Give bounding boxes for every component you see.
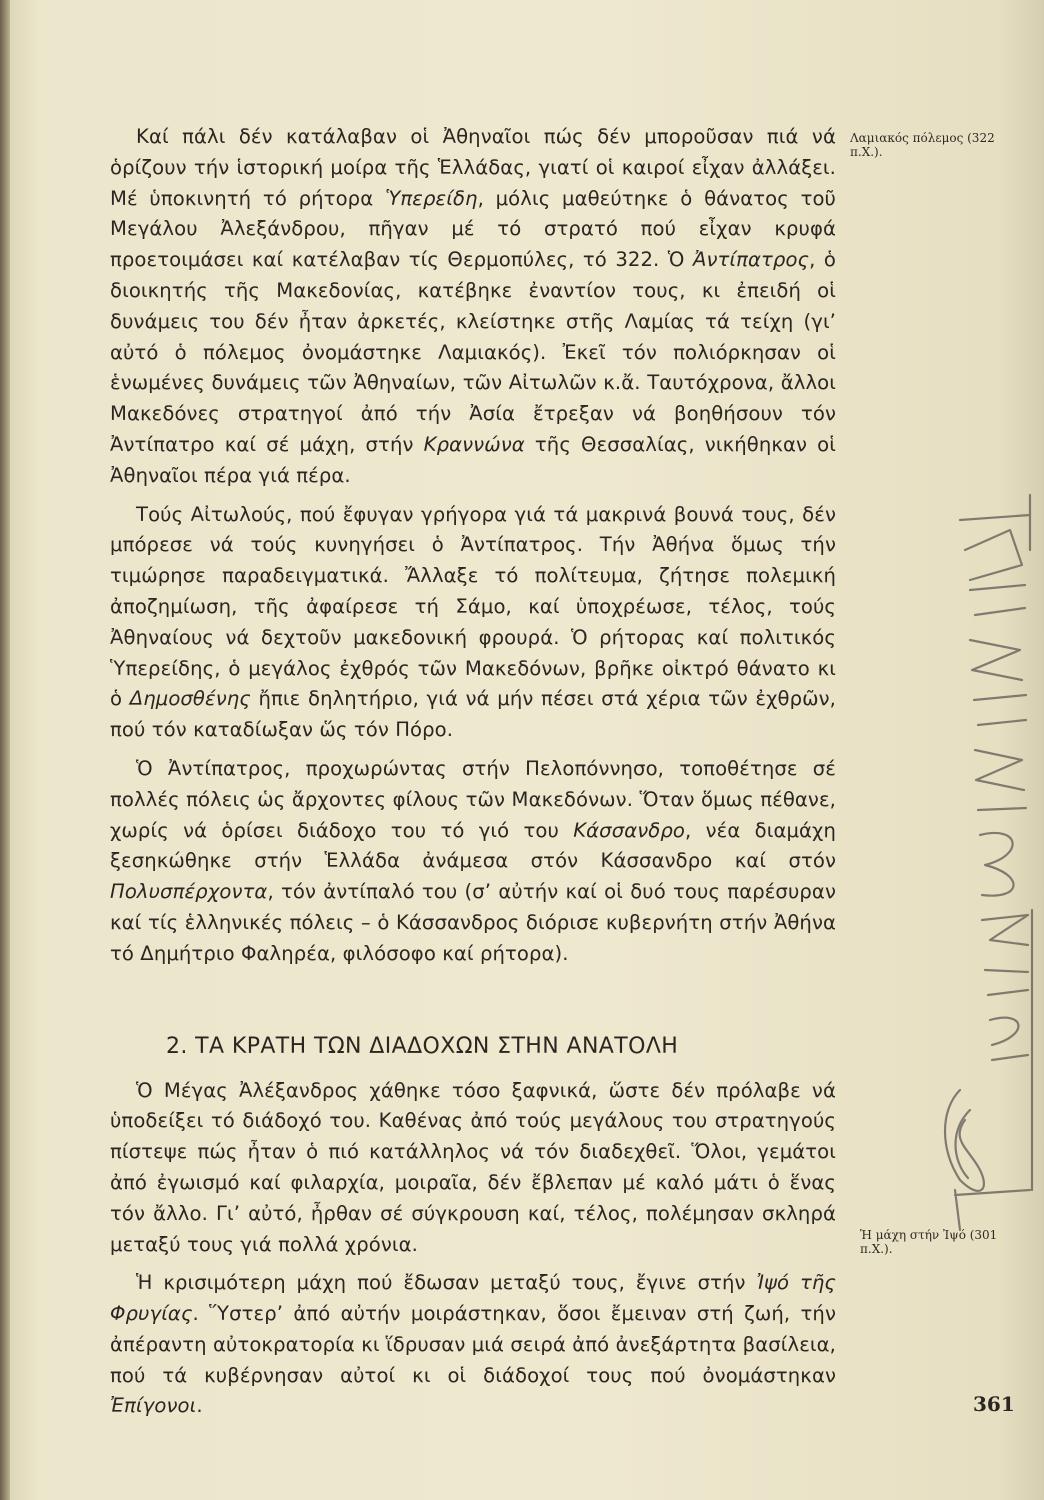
text-run: Ἡ κρισιμότερη μάχη πού ἔδωσαν μεταξύ τους, ἔγινε στήν xyxy=(136,1271,757,1295)
binding-edge xyxy=(0,0,10,1500)
handwritten-annotation-icon xyxy=(930,490,1040,1250)
paragraph-1 xyxy=(110,122,836,492)
text-run: Τούς Αἰτωλούς, πού ἔφυγαν γρήγορα γιά τά μακρινά βουνά τους, δέν μπόρεσε νά τούς κυνηγήσει ὁ Ἀντίπατρος. Τήν Ἀθήνα ὅμως τήν τιμώρησε παραδειγματικά. Ἄλλαξε τό πολίτευμα, ζήτησε πολεμική ἀποζημίωση, τῆς ἀφαίρεσε τή Σάμο, καί ὑποχρέωσε, τέλος, τούς Ἀθηναίους νά δεχτοῦν μακεδονική φρουρά. Ὁ ρήτορας καί πολιτικός Ὑπερείδης, ὁ μεγάλος ἐχθρός τῶν Μακεδόνων, βρῆκε οἰκτρό θάνατο κι ὁ xyxy=(110,502,836,711)
paragraph-4 xyxy=(110,1076,836,1261)
text-run: Κάσσανδρο xyxy=(573,818,685,842)
text-run: Ἰψό τῆς Φρυγίας xyxy=(110,1271,837,1326)
text-run: Ὁ Μέγας Ἀλέξανδρος χάθηκε τόσο ξαφνικά, ὥστε δέν πρόλαβε νά ὑποδείξει τό διάδοχό του. Καθένας ἀπό τούς μεγάλους του στρατηγούς πίστεψε πώς ἦταν ὁ πιό κατάλληλος νά τόν διαδεχθεῖ. Ὅλοι, γεμάτοι ἀπό ἐγωισμό καί φιλαρχία, μοιραῖα, δέν ἔβλεπαν μέ καλό μάτι ὁ ἕνας τόν ἄλλο. Γι’ αὐτό, ἦρθαν σέ σύγκρουση καί, τέλος, πολέμησαν σκληρά μεταξύ τους γιά πολλά χρόνια. xyxy=(110,1078,836,1256)
text-run: Κραννώνα xyxy=(423,432,525,456)
text-run: . Ὕστερ’ ἀπό αὐτήν μοιράστηκαν, ὅσοι ἔμειναν στή ζωή, τήν ἀπέραντη αὐτοκρατορία κι ἵδρυσαν μιά σειρά ἀπό ἀνεξάρτητα βασίλεια, πού τά κυβέρνησαν αὐτοί κι οἱ διάδοχοί τους πού ὀνομάστηκαν xyxy=(110,1302,836,1387)
page-number: 361 xyxy=(973,1392,1015,1416)
text-run: Ἀντίπατρος xyxy=(692,248,810,272)
text-run: Ἐπίγονοι xyxy=(110,1394,197,1418)
paragraph-3 xyxy=(110,754,836,970)
text-run: τῆς Θεσσαλίας, νικήθηκαν οἱ Ἀθηναῖοι πέρα γιά πέρα. xyxy=(110,432,836,487)
section-heading: 2. ΤΑ ΚΡΑΤΗ ΤΩΝ ΔΙΑΔΟΧΩΝ ΣΤΗΝ ΑΝΑΤΟΛΗ xyxy=(166,1033,679,1059)
text-run: Πολυσπέρχοντα xyxy=(110,880,268,904)
text-run: ἤπιε δηλητήριο, γιά νά μήν πέσει στά χέρια τῶν ἐχθρῶν, πού τόν καταδίωξαν ὥς τόν Πόρο. xyxy=(110,687,836,742)
text-run: Καί πάλι δέν κατάλαβαν οἱ Ἀθηναῖοι πώς δέν μποροῦσαν πιά νά ὁρίζουν τήν ἱστορική μοίρα τῆς Ἑλλάδας, γιατί οἱ καιροί εἶχαν ἀλλάξει. Μέ ὑποκινητή τό ρήτορα xyxy=(110,125,836,210)
margin-note-battle-ipsus: Ἡ μάχη στήν Ἰψό (301 π.Χ.). xyxy=(860,1228,998,1256)
paragraph-2 xyxy=(110,500,836,746)
text-run: Ὁ Ἀντίπατρος, προχωρώντας στήν Πελοπόννησο, τοποθέτησε σέ πολλές πόλεις ὡς ἄρχοντες φίλους τῶν Μακεδόνων. Ὅταν ὅμως πέθανε, χωρίς νά ὁρίσει διάδοχο του τό γιό του xyxy=(110,756,836,842)
text-run: . xyxy=(196,1394,203,1418)
text-run: , ὁ διοικητής τῆς Μακεδονίας, κατέβηκε ἐναντίον τους, κι ἐπειδή οἱ δυνάμεις του δέν ἦταν ἀρκετές, κλείστηκε στῆς Λαμίας τά τείχη (γι’ αὐτό ὁ πόλεμος ὀνομάστηκε Λαμιακός). Ἐκεῖ τόν πολιόρκησαν οἱ ἑνωμένες δυνάμεις τῶν Ἀθηναίων, τῶν Αἰτωλῶν κ.ἄ. Ταυτόχρονα, ἄλλοι Μακεδόνες στρατηγοί ἀπό τήν Ἀσία ἔτρεξαν νά βοηθήσουν τόν Ἀντίπατρο καί σέ μάχη, στήν xyxy=(110,248,837,456)
text-run: Δημοσθένης xyxy=(129,687,251,711)
main-text-column xyxy=(110,122,836,1430)
text-run: , μόλις μαθεύτηκε ὁ θάνατος τοῦ Μεγάλου Ἀλεξάνδρου, πῆγαν μέ τό στρατό πού εἶχαν κρυφά προετοιμάσει καί κατέλαβαν τίς Θερμοπύλες, τό 322. Ὁ xyxy=(110,186,836,272)
paragraph-5 xyxy=(110,1268,836,1422)
text-run: Ὑπερείδη xyxy=(384,186,478,210)
text-run: , τόν ἀντίπαλό του (σ’ αὐτήν καί οἱ δυό τους παρέσυραν καί τίς ἑλληνικές πόλεις – ὁ Κάσσανδρος διόρισε κυβερνήτη στήν Ἀθήνα τό Δημήτριο Φαληρέα, φιλόσοφο καί ρήτορα). xyxy=(110,880,836,965)
margin-note-lamian-war: Λαμιακός πόλεμος (322 π.Χ.). xyxy=(850,131,995,159)
text-run: , νέα διαμάχη ξεσηκώθηκε στήν Ἑλλάδα ἀνάμεσα στόν Κάσσανδρο καί στόν xyxy=(110,818,836,873)
